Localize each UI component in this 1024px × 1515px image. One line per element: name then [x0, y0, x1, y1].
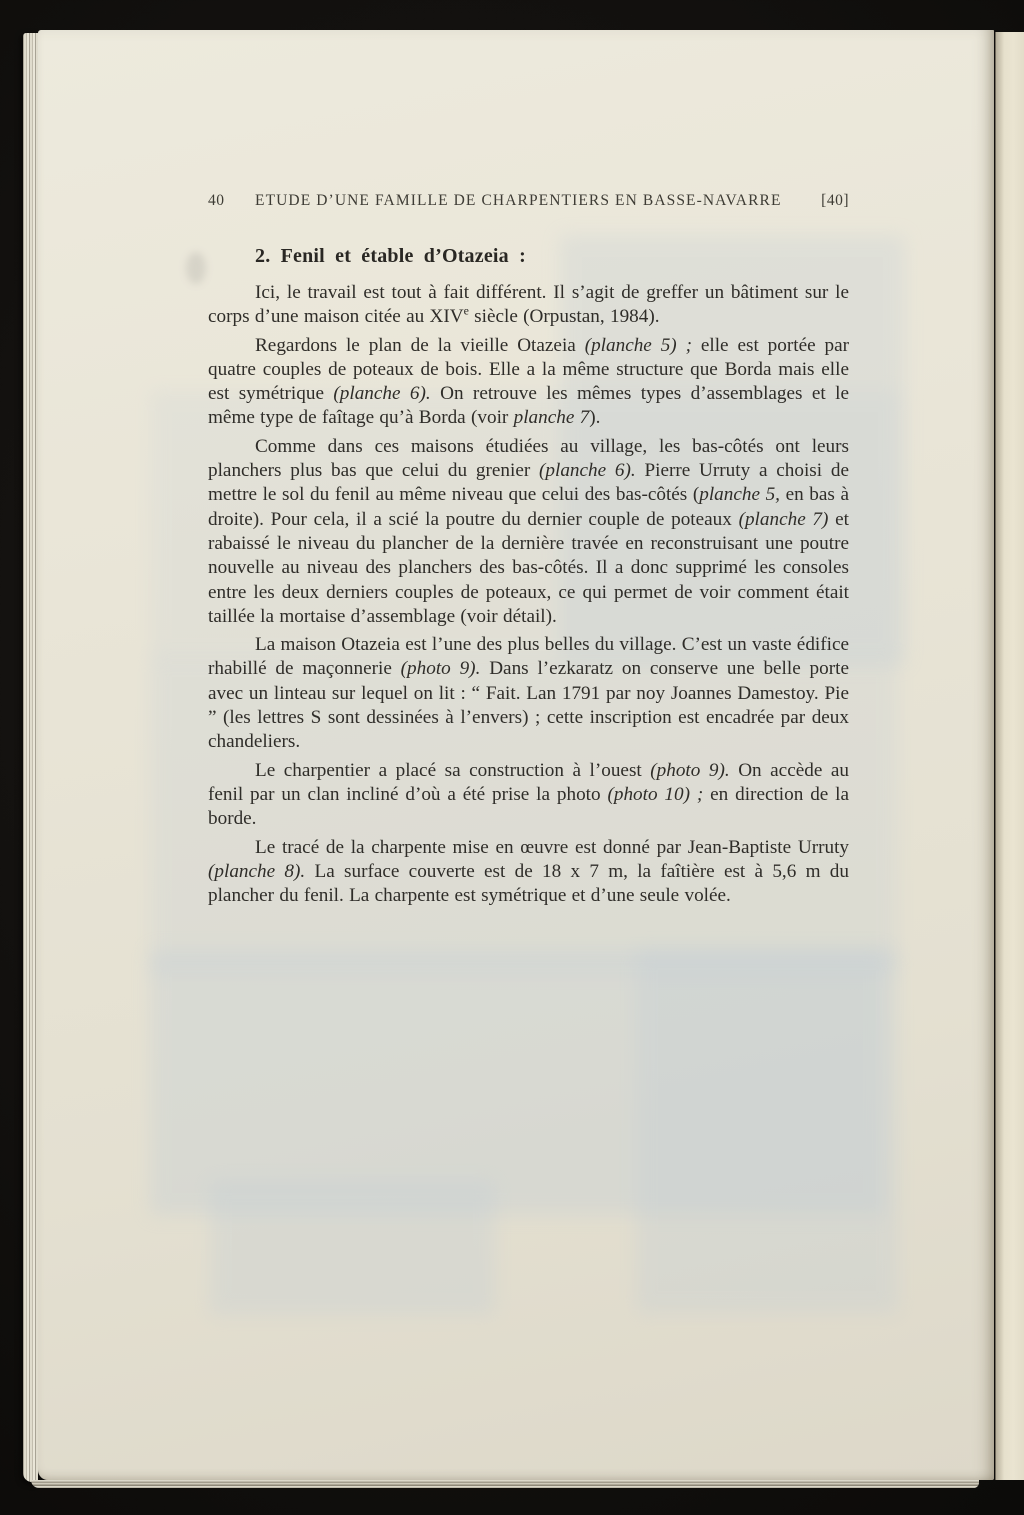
- show-through-patch: [210, 1180, 495, 1315]
- paper-smudge: [186, 252, 206, 284]
- next-page-edge: [995, 32, 1024, 1480]
- body-text: [208, 281, 849, 908]
- paragraph: Regardons le plan de la vieille Otazeia (planche 5) ; elle est portée par quatre couples de poteaux de bois. Elle a la même structure que Borda mais elle est symétrique (planche 6). On retrouve les mêmes types d’assemblages et le même type de faîtage qu’à Borda (voir planche 7).: [208, 334, 850, 429]
- page-edge-stack-bottom: [31, 1480, 979, 1488]
- text-column: [208, 192, 849, 908]
- paragraph: Ici, le travail est tout à fait différent. Il s’agit de greffer un bâtiment sur le corps d’une maison citée au XIVe siècle (Orpustan, 1984).: [208, 282, 849, 328]
- section-heading: 2. Fenil et étable d’Otazeia :: [255, 245, 526, 267]
- paragraph: Comme dans ces maisons étudiées au village, les bas-côtés ont leurs planchers plus bas que celui du grenier (planche 6). Pierre Urruty a choisi de mettre le sol du fenil au même niveau que celui des bas-côtés (planche 5, en bas à droite). Pour cela, il a scié la poutre du dernier couple de poteaux (planche 7) et rabaissé le niveau du plancher de la dernière travée en reconstruisant une poutre nouvelle au niveau des planchers des bas-côtés. Il a donc supprimé les consoles entre les deux derniers couples de poteaux, ce qui permet de voir comment était taillée la mortaise d’assemblage (voir détail).: [208, 435, 849, 627]
- bracket-folio: [40]: [821, 192, 849, 209]
- running-head: [208, 192, 849, 210]
- running-title: ETUDE D’UNE FAMILLE DE CHARPENTIERS EN BASSE-NAVARRE: [255, 192, 782, 209]
- book-page: [38, 30, 994, 1480]
- show-through-patch: [636, 948, 898, 1313]
- folio-number: 40: [208, 192, 225, 209]
- paragraph: Le charpentier a placé sa construction à l’ouest (photo 9). On accède au fenil par un clan incliné d’où a été prise la photo (photo 10) ; en direction de la borde.: [208, 759, 850, 830]
- paragraph: Le tracé de la charpente mise en œuvre est donné par Jean-Baptiste Urruty (planche 8). La surface couverte est de 18 x 7 m, la faîtière est à 5,6 m du plancher du fenil. La charpente est symétrique et d’une seule volée.: [208, 836, 849, 907]
- page-edge-stack-left: [23, 33, 38, 1482]
- paragraph: La maison Otazeia est l’une des plus belles du village. C’est un vaste édifice rhabillé de maçonnerie (photo 9). Dans l’ezkaratz on conserve une belle porte avec un linteau sur lequel on lit : “ Fait. Lan 1791 par noy Joannes Damestoy. Pie ” (les lettres S sont dessinées à l’envers) ; cette inscription est encadrée par deux chandeliers.: [208, 634, 849, 753]
